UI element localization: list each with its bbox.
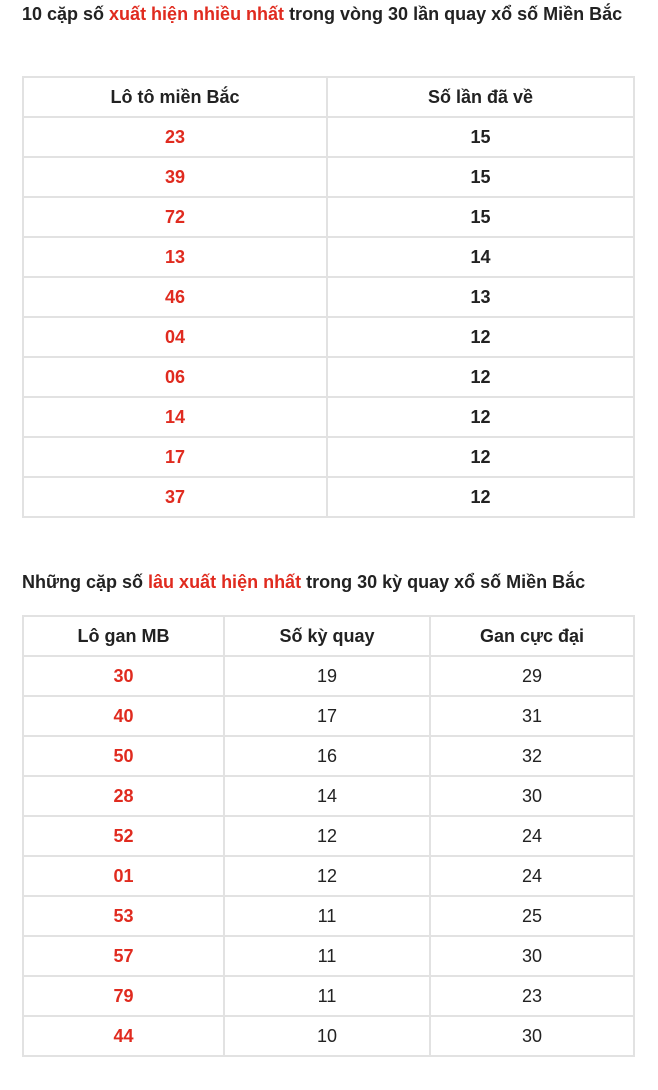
section-longest-absent-title bbox=[22, 568, 642, 597]
table-row bbox=[23, 696, 634, 736]
lo-gan-cell: 50 bbox=[23, 736, 224, 776]
gan-cuc-dai-cell: 29 bbox=[430, 656, 634, 696]
table-row bbox=[23, 976, 634, 1016]
lo-gan-cell: 53 bbox=[23, 896, 224, 936]
count-cell: 15 bbox=[327, 117, 634, 157]
gan-cuc-dai-cell: 24 bbox=[430, 856, 634, 896]
lo-number-cell: 06 bbox=[23, 357, 327, 397]
title-highlight: xuất hiện nhiều nhất bbox=[109, 4, 285, 24]
lo-gan-cell: 30 bbox=[23, 656, 224, 696]
so-ky-quay-cell: 12 bbox=[224, 856, 430, 896]
count-cell: 15 bbox=[327, 197, 634, 237]
table-header-row bbox=[23, 616, 634, 656]
table-row bbox=[23, 776, 634, 816]
table-row bbox=[23, 237, 634, 277]
count-cell: 15 bbox=[327, 157, 634, 197]
gan-cuc-dai-cell: 30 bbox=[430, 776, 634, 816]
so-ky-quay-cell: 17 bbox=[224, 696, 430, 736]
title-prefix: Những cặp số bbox=[22, 572, 149, 592]
gan-cuc-dai-cell: 24 bbox=[430, 816, 634, 856]
count-cell: 13 bbox=[327, 277, 634, 317]
lo-number-cell: 39 bbox=[23, 157, 327, 197]
section-most-frequent-title bbox=[22, 0, 642, 29]
table-row bbox=[23, 117, 634, 157]
column-header-gan-cuc-dai: Gan cực đại bbox=[430, 616, 634, 656]
title-suffix: trong 30 kỳ quay xổ số Miền Bắc bbox=[301, 572, 586, 592]
lo-number-cell: 23 bbox=[23, 117, 327, 157]
lo-number-cell: 17 bbox=[23, 437, 327, 477]
column-header-so-ky: Số kỳ quay bbox=[224, 616, 430, 656]
count-cell: 12 bbox=[327, 437, 634, 477]
gan-cuc-dai-cell: 31 bbox=[430, 696, 634, 736]
lo-number-cell: 14 bbox=[23, 397, 327, 437]
table-row bbox=[23, 656, 634, 696]
gan-cuc-dai-cell: 32 bbox=[430, 736, 634, 776]
table-row bbox=[23, 896, 634, 936]
table-row bbox=[23, 357, 634, 397]
gan-cuc-dai-cell: 23 bbox=[430, 976, 634, 1016]
so-ky-quay-cell: 11 bbox=[224, 896, 430, 936]
table-row bbox=[23, 397, 634, 437]
lo-gan-cell: 57 bbox=[23, 936, 224, 976]
count-cell: 12 bbox=[327, 477, 634, 517]
lo-gan-cell: 28 bbox=[23, 776, 224, 816]
column-header-lo: Lô tô miền Bắc bbox=[23, 77, 327, 117]
lo-number-cell: 46 bbox=[23, 277, 327, 317]
table-row bbox=[23, 736, 634, 776]
longest-absent-table-body bbox=[23, 656, 634, 1056]
gan-cuc-dai-cell: 25 bbox=[430, 896, 634, 936]
table-row bbox=[23, 157, 634, 197]
lo-gan-cell: 79 bbox=[23, 976, 224, 1016]
lo-number-cell: 13 bbox=[23, 237, 327, 277]
lo-gan-cell: 01 bbox=[23, 856, 224, 896]
so-ky-quay-cell: 11 bbox=[224, 976, 430, 1016]
count-cell: 12 bbox=[327, 317, 634, 357]
column-header-count: Số lần đã về bbox=[327, 77, 634, 117]
table-row bbox=[23, 197, 634, 237]
table-row bbox=[23, 936, 634, 976]
table-row bbox=[23, 816, 634, 856]
so-ky-quay-cell: 19 bbox=[224, 656, 430, 696]
lo-gan-cell: 40 bbox=[23, 696, 224, 736]
so-ky-quay-cell: 11 bbox=[224, 936, 430, 976]
count-cell: 12 bbox=[327, 357, 634, 397]
table-row bbox=[23, 477, 634, 517]
so-ky-quay-cell: 14 bbox=[224, 776, 430, 816]
count-cell: 14 bbox=[327, 237, 634, 277]
table-row bbox=[23, 437, 634, 477]
table-row bbox=[23, 317, 634, 357]
table-row bbox=[23, 856, 634, 896]
lo-number-cell: 72 bbox=[23, 197, 327, 237]
count-cell: 12 bbox=[327, 397, 634, 437]
lo-number-cell: 37 bbox=[23, 477, 327, 517]
longest-absent-table bbox=[22, 615, 635, 1057]
so-ky-quay-cell: 10 bbox=[224, 1016, 430, 1056]
so-ky-quay-cell: 12 bbox=[224, 816, 430, 856]
most-frequent-table bbox=[22, 76, 635, 518]
title-suffix: trong vòng 30 lần quay xổ số Miền Bắc bbox=[284, 4, 623, 24]
gan-cuc-dai-cell: 30 bbox=[430, 1016, 634, 1056]
title-highlight: lâu xuất hiện nhất bbox=[148, 572, 302, 592]
column-header-lo-gan: Lô gan MB bbox=[23, 616, 224, 656]
title-prefix: 10 cặp số bbox=[22, 4, 110, 24]
most-frequent-table-body bbox=[23, 117, 634, 517]
table-header-row bbox=[23, 77, 634, 117]
table-row bbox=[23, 277, 634, 317]
lo-gan-cell: 52 bbox=[23, 816, 224, 856]
so-ky-quay-cell: 16 bbox=[224, 736, 430, 776]
gan-cuc-dai-cell: 30 bbox=[430, 936, 634, 976]
lo-number-cell: 04 bbox=[23, 317, 327, 357]
lo-gan-cell: 44 bbox=[23, 1016, 224, 1056]
table-row bbox=[23, 1016, 634, 1056]
